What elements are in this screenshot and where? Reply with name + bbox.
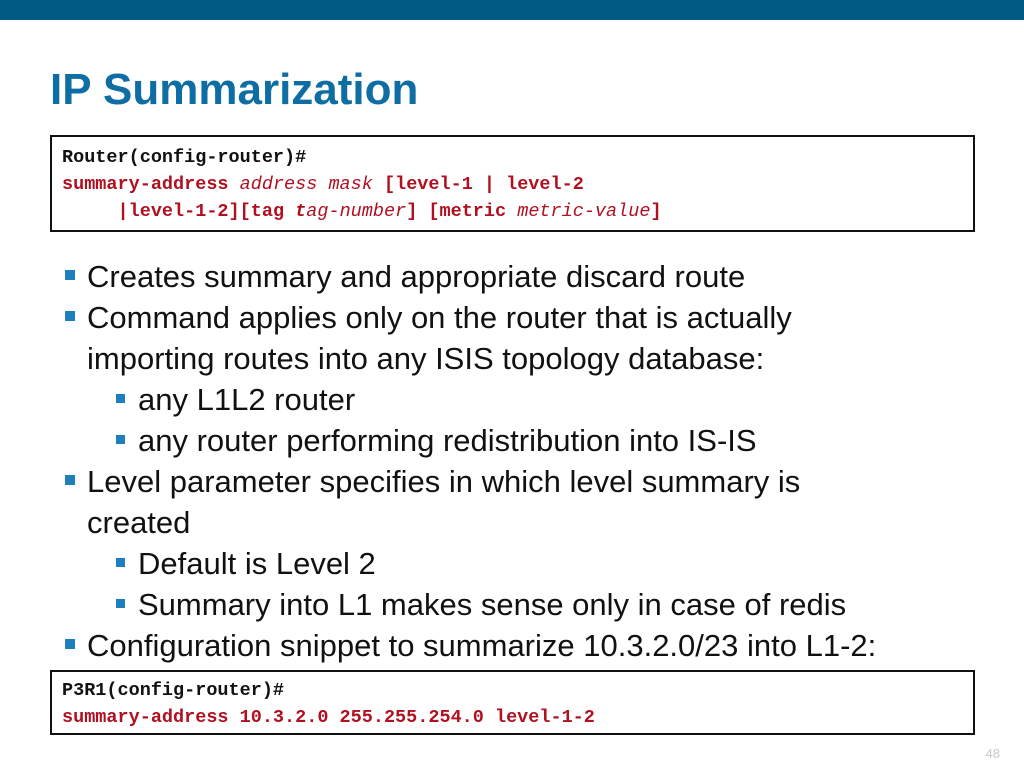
bullet-item [62, 461, 1002, 543]
syntax-tag-t: t [295, 201, 307, 222]
bullet-item [62, 256, 1002, 297]
bullet-text: Summary into L1 makes sense only in case of redis [138, 587, 847, 622]
syntax-level-options-2: |level-1-2][tag [117, 201, 296, 222]
syntax-indent [62, 201, 118, 222]
syntax-command-line [62, 171, 963, 198]
bullet-list [62, 256, 1002, 666]
example-prompt: P3R1(config-router)# [62, 680, 285, 701]
example-command-line [62, 704, 963, 731]
syntax-metric-keyword: ] [metric [406, 201, 518, 222]
syntax-prompt: Router(config-router)# [62, 147, 307, 168]
example-command: summary-address 10.3.2.0 255.255.254.0 level-1-2 [62, 707, 595, 728]
page-number: 48 [985, 746, 1000, 761]
sub-bullet-item [62, 379, 1002, 420]
square-bullet-icon [116, 435, 125, 444]
slide-title: IP Summarization [50, 65, 419, 114]
top-banner-bar [0, 0, 1024, 20]
sub-bullet-item [62, 543, 1002, 584]
square-bullet-icon [116, 394, 125, 403]
example-code-box [50, 670, 975, 735]
square-bullet-icon [65, 639, 75, 649]
bullet-text: Creates summary and appropriate discard route [87, 259, 746, 294]
bullet-item [62, 297, 1002, 379]
bullet-text: Level parameter specifies in which level summary is [87, 464, 801, 499]
syntax-code-box [50, 135, 975, 232]
bullet-item [62, 625, 1002, 666]
syntax-prompt-line [62, 144, 963, 171]
bullet-text: Command applies only on the router that is actually [87, 300, 792, 335]
bullet-text-continuation: importing routes into any ISIS topology database: [87, 341, 765, 376]
example-prompt-line [62, 677, 963, 704]
syntax-tag-arg: ag-number [306, 201, 407, 222]
square-bullet-icon [116, 599, 125, 608]
square-bullet-icon [65, 311, 75, 321]
bullet-text: Configuration snippet to summarize 10.3.2.0/23 into L1-2: [87, 628, 877, 663]
syntax-continuation-line [62, 198, 963, 225]
bullet-text-continuation: created [87, 505, 191, 540]
bullet-text: Default is Level 2 [138, 546, 376, 581]
syntax-level-options: [level-1 | level-2 [383, 174, 584, 195]
syntax-address-arg: address mask [239, 174, 373, 195]
sub-bullet-item [62, 420, 1002, 461]
square-bullet-icon [116, 558, 125, 567]
bullet-text: any L1L2 router [138, 382, 356, 417]
square-bullet-icon [65, 475, 75, 485]
bullet-text: any router performing redistribution into IS-IS [138, 423, 757, 458]
syntax-metric-arg: metric-value [517, 201, 651, 222]
syntax-command: summary-address [62, 174, 229, 195]
sub-bullet-item [62, 584, 1002, 625]
syntax-close-bracket: ] [650, 201, 662, 222]
square-bullet-icon [65, 270, 75, 280]
